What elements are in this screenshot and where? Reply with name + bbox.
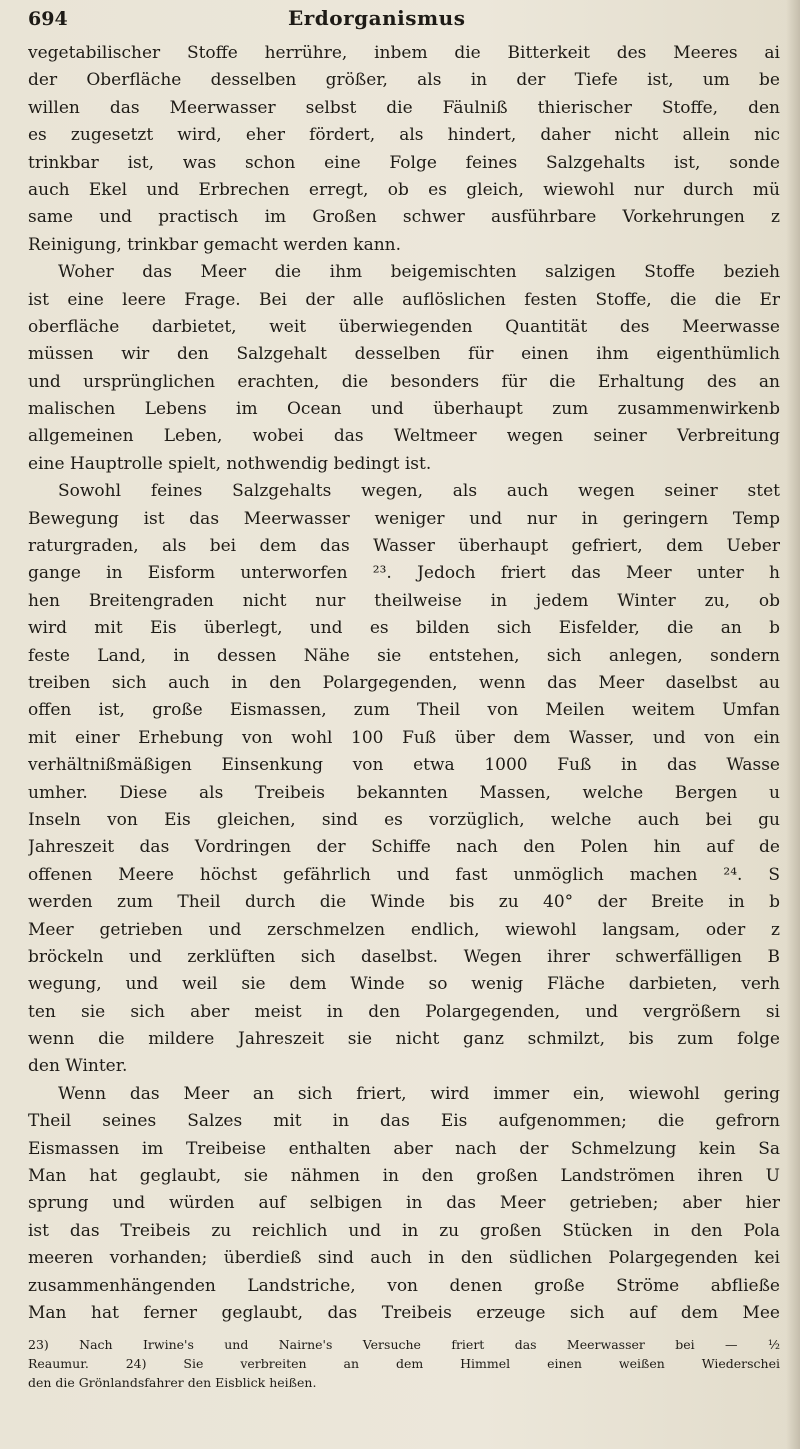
text-line: hen Breitengraden nicht nur theilweise in jedem Winter zu, ob — [28, 590, 780, 611]
text-line: Jahreszeit das Vordringen der Schiffe nach den Polen hin auf de — [28, 837, 780, 858]
text-line: den Winter. — [28, 1056, 128, 1077]
page-header — [28, 6, 778, 36]
text-line: es zugesetzt wird, eher fördert, als hindert, daher nicht allein nic — [28, 125, 780, 146]
text-line: Reinigung, trinkbar gemacht werden kann. — [28, 234, 402, 255]
text-line: sprung und würden auf selbigen in das Meer getrieben; aber hier — [28, 1193, 780, 1214]
text-line: gange in Eisform unterworfen ²³. Jedoch friert das Meer unter h — [28, 563, 780, 584]
text-line: meeren vorhanden; überdieß sind auch in den südlichen Polargegenden kei — [28, 1248, 780, 1269]
text-line: trinkbar ist, was schon eine Folge feines Salzgehalts ist, sonde — [28, 152, 780, 173]
text-line: Meer getrieben und zerschmelzen endlich, wiewohl langsam, oder z — [28, 919, 780, 940]
text-line: mit einer Erhebung von wohl 100 Fuß über dem Wasser, und von ein — [28, 727, 780, 748]
text-line: Man hat geglaubt, sie nähmen in den großen Landströmen ihren U — [28, 1166, 780, 1187]
text-line: willen das Meerwasser selbst die Fäulniß thierischer Stoffe, den — [28, 97, 780, 118]
text-line: malischen Lebens im Ocean und überhaupt zum zusammenwirkenb — [28, 399, 780, 420]
footnote-line: 23) Nach Irwine's und Nairne's Versuche friert das Meerwasser bei — ¹⁄₂ — [28, 1337, 780, 1353]
text-line: vegetabilischer Stoffe herrühre, inbem die Bitterkeit des Meeres ai — [28, 43, 780, 63]
text-line: Eismassen im Treibeise enthalten aber nach der Schmelzung kein Sa — [28, 1138, 780, 1159]
text-line: wird mit Eis überlegt, und es bilden sich Eisfelder, die an b — [28, 618, 780, 639]
text-line: treiben sich auch in den Polargegenden, wenn das Meer daselbst au — [28, 672, 780, 693]
text-line: werden zum Theil durch die Winde bis zu 40° der Breite in b — [28, 892, 780, 913]
text-line: bröckeln und zerklüften sich daselbst. Wegen ihrer schwerfälligen B — [28, 946, 780, 967]
text-line: Wenn das Meer an sich friert, wird immer ein, wiewohl gering — [58, 1083, 780, 1104]
text-line: und ursprünglichen erachten, die besonders für die Erhaltung des an — [28, 371, 780, 392]
text-line: oberfläche darbietet, weit überwiegenden Quantität des Meerwasse — [28, 316, 780, 337]
text-line: offen ist, große Eismassen, zum Theil von Meilen weitem Umfan — [28, 700, 780, 721]
text-line: feste Land, in dessen Nähe sie entstehen, sich anlegen, sondern — [28, 645, 780, 666]
page-number: 694 — [28, 8, 68, 30]
text-line: ist eine leere Frage. Bei der alle auflöslichen festen Stoffe, die die Er — [28, 289, 780, 310]
text-line: Inseln von Eis gleichen, sind es vorzüglich, welche auch bei gu — [28, 809, 780, 830]
text-line: ist das Treibeis zu reichlich und in zu großen Stücken in den Pola — [28, 1220, 780, 1241]
text-line: Woher das Meer die ihm beigemischten salzigen Stoffe bezieh — [58, 262, 780, 283]
running-title: Erdorganismus — [288, 6, 466, 30]
text-line: Theil seines Salzes mit in das Eis aufgenommen; die gefrorn — [28, 1111, 780, 1132]
text-line: wenn die mildere Jahreszeit sie nicht ganz schmilzt, bis zum folge — [28, 1029, 780, 1050]
text-line: ten sie sich aber meist in den Polargegenden, und vergrößern si — [28, 1001, 780, 1022]
text-line: umher. Diese als Treibeis bekannten Massen, welche Bergen u — [28, 782, 780, 803]
text-line: Bewegung ist das Meerwasser weniger und nur in geringern Temp — [28, 508, 780, 529]
footnote-line: den die Grönlandsfahrer den Eisblick heißen. — [28, 1375, 317, 1391]
text-line: wegung, und weil sie dem Winde so wenig Fläche darbieten, verh — [28, 974, 780, 995]
text-line: allgemeinen Leben, wobei das Weltmeer wegen seiner Verbreitung — [28, 426, 780, 447]
text-line: der Oberfläche desselben größer, als in der Tiefe ist, um be — [28, 70, 780, 91]
text-line: verhältnißmäßigen Einsenkung von etwa 1000 Fuß in das Wasse — [28, 755, 780, 776]
page-gutter-shadow — [786, 0, 800, 1449]
text-line: auch Ekel und Erbrechen erregt, ob es gleich, wiewohl nur durch mü — [28, 179, 780, 200]
text-line: Sowohl feines Salzgehalts wegen, als auch wegen seiner stet — [58, 481, 780, 502]
text-line: zusammenhängenden Landstriche, von denen große Ströme abfließe — [28, 1275, 780, 1296]
footnote-line: Reaumur. 24) Sie verbreiten an dem Himmel einen weißen Wiederschei — [28, 1356, 780, 1372]
body-text — [28, 40, 778, 1327]
footnotes — [28, 1335, 778, 1392]
text-line: eine Hauptrolle spielt, nothwendig bedingt ist. — [28, 453, 432, 474]
text-line: müssen wir den Salzgehalt desselben für einen ihm eigenthümlich — [28, 344, 780, 365]
text-line: raturgraden, als bei dem das Wasser überhaupt gefriert, dem Ueber — [28, 536, 780, 557]
text-line: Man hat ferner geglaubt, das Treibeis erzeuge sich auf dem Mee — [28, 1302, 780, 1323]
text-line: same und practisch im Großen schwer ausführbare Vorkehrungen z — [28, 207, 780, 228]
text-line: offenen Meere höchst gefährlich und fast unmöglich machen ²⁴. S — [28, 864, 780, 885]
